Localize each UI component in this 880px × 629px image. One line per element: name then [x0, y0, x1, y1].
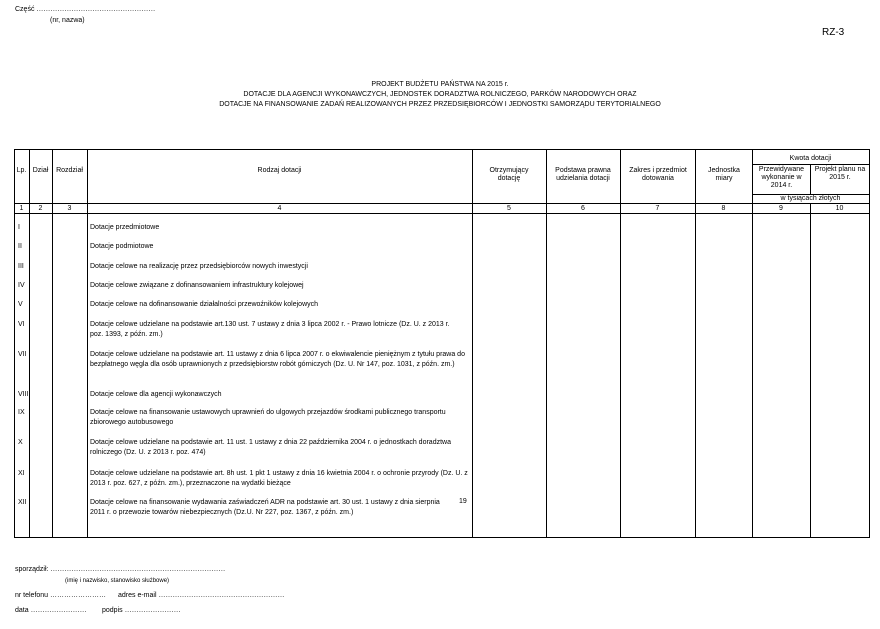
header-rozdzial: Rozdział	[56, 167, 83, 174]
col-number: 3	[67, 205, 72, 212]
nr-nazwa-caption: (nr, nazwa)	[50, 17, 85, 24]
form-code: RZ-3	[822, 27, 845, 38]
row-text: Dotacje podmiotowe	[90, 243, 154, 250]
imie-caption: (imię i nazwisko, stanowisko służbowe)	[65, 578, 170, 584]
col-number: 2	[38, 205, 43, 212]
row-lp: X	[18, 439, 23, 446]
date-field: data ……………………	[15, 607, 87, 614]
row-lp: XI	[18, 470, 25, 477]
row-text: Dotacje celowe na finansowanie wydawania zaświadczeń ADR na podstawie art. 30 ust. 1 ustawy z dnia sierpnia 2011 r. o przewozie towarów niebezpiecznych (Dz.U. Nr 227, poz. 1367, z późn. zm.)	[90, 499, 440, 516]
row-lp: II	[18, 243, 22, 250]
row-lp: V	[18, 301, 23, 308]
row-text: Dotacje celowe na finansowanie ustawowych uprawnień do ulgowych przejazdów środkami publicznego transportu zbiorowego autobusowego	[90, 409, 446, 426]
row-text: Dotacje celowe na dofinansowanie działalności przewoźników kolejowych	[90, 301, 319, 308]
col-number: 1	[19, 205, 24, 212]
row-lp: I	[18, 224, 20, 231]
row-text: Dotacje celowe udzielane na podstawie art.130 ust. 7 ustawy z dnia 3 lipca 2002 r. - Prawo lotnicze (Dz. U. z 2013 r. poz. 1393, z późn. zm.)	[90, 321, 450, 338]
col-number: 6	[581, 205, 585, 212]
title-line-3: DOTACJE NA FINANSOWANIE ZADAŃ REALIZOWANYCH PRZEZ PRZEDSIĘBIORCÓW I JEDNOSTKI SAMORZĄDU TERYTORIALNEGO	[219, 101, 661, 108]
row-text: Dotacje przedmiotowe	[90, 224, 160, 231]
title-line-1: PROJEKT BUDŻETU PAŃSTWA NA 2015 r.	[371, 81, 509, 88]
row-note: 19	[459, 498, 467, 505]
header-otrzymujacy: Otrzymujący dotację	[489, 167, 529, 182]
header-rodzaj: Rodzaj dotacji	[257, 167, 302, 174]
col-number: 4	[277, 205, 282, 212]
row-lp: VI	[18, 321, 25, 328]
header-tysiace: w tysiącach złotych	[780, 195, 841, 202]
signature-field: podpis ……………………	[102, 607, 181, 614]
row-lp: XII	[18, 499, 27, 506]
header-projekt: Projekt planu na 2015 r.	[814, 166, 866, 181]
row-lp: VII	[18, 351, 27, 358]
sporzadzil-field: sporządził: …………………………………………………………………	[15, 566, 226, 573]
row-lp: III	[18, 263, 24, 270]
row-text: Dotacje celowe na realizację przez przedsiębiorców nowych inwestycji	[90, 263, 308, 270]
phone-field: nr telefonu ……………………	[15, 592, 107, 599]
col-number: 10	[835, 205, 844, 212]
row-text: Dotacje celowe związane z dofinansowaniem infrastruktury kolejowej	[90, 282, 304, 289]
header-jednostka: Jednostka miary	[708, 167, 740, 182]
header-przewidywane: Przewidywane wykonanie w 2014 r.	[758, 166, 805, 189]
row-lp: IX	[18, 409, 25, 416]
header-kwota: Kwota dotacji	[789, 155, 832, 162]
row-text: Dotacje celowe udzielane na podstawie art. 11 ust. 1 ustawy z dnia 22 października 2004 r. o jednostkach doradztwa rolniczego (Dz. U. z 2013 r. poz. 474)	[90, 439, 451, 456]
col-number: 9	[779, 205, 783, 212]
title-line-2: DOTACJE DLA AGENCJI WYKONAWCZYCH, JEDNOSTEK DORADZTWA ROLNICZEGO, PARKÓW NARODOWYCH ORAZ	[243, 91, 637, 98]
header-podstawa: Podstawa prawna udzielania dotacji	[555, 167, 611, 182]
header-dzial: Dział	[32, 167, 49, 174]
row-lp: IV	[18, 282, 25, 289]
email-field: adres e-mail ………………………………………………	[118, 592, 285, 599]
header-lp: Lp.	[16, 167, 27, 174]
row-lp: VIII	[18, 391, 29, 398]
czesc-label: Część ……………………………………………	[15, 6, 156, 13]
row-text: Dotacje celowe udzielane na podstawie art. 8h ust. 1 pkt 1 ustawy z dnia 16 kwietnia 2004 r. o ochronie przyrody (Dz. U. z 2013 r. poz. 627, z późn. zm.), przeznaczone na wydatki bieżące	[90, 470, 468, 487]
header-zakres: Zakres i przedmiot dotowania	[629, 167, 687, 182]
row-text: Dotacje celowe dla agencji wykonawczych	[90, 391, 222, 398]
col-number: 8	[721, 205, 726, 212]
col-number: 5	[507, 205, 511, 212]
col-number: 7	[655, 205, 660, 212]
row-text: Dotacje celowe udzielane na podstawie art. 11 ustawy z dnia 6 lipca 2007 r. o ekwiwalencie pieniężnym z tytułu prawa do bezpłatnego węgla dla osób uprawnionych z przedsiębiorstw robót górniczych (Dz. U. Nr 147, poz. 1031, z późn. zm.)	[90, 351, 465, 368]
